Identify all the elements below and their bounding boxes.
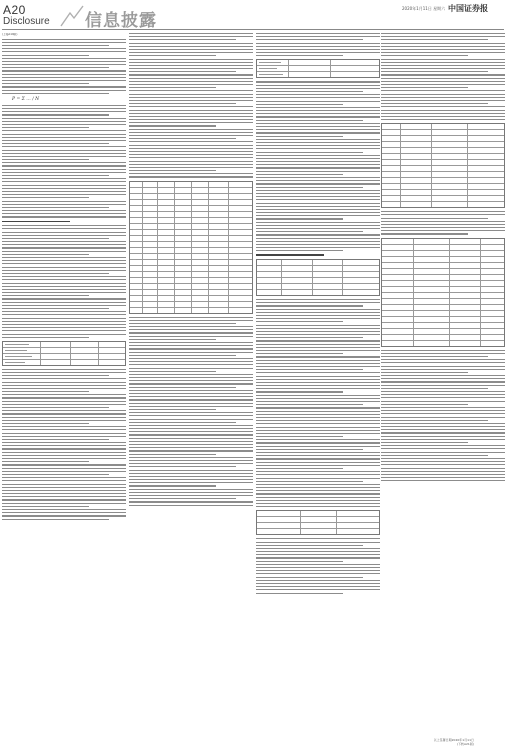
large-data-table bbox=[129, 181, 253, 314]
body-text-block bbox=[381, 211, 505, 234]
body-text-block bbox=[129, 33, 253, 178]
data-table bbox=[381, 123, 505, 208]
data-table bbox=[381, 238, 505, 347]
issue-date: 2020年1月11日 星期六 bbox=[402, 6, 446, 11]
data-table bbox=[256, 510, 380, 535]
body-text-block bbox=[256, 33, 380, 56]
body-text-block bbox=[2, 225, 126, 338]
continuation-note: (上接A19版) bbox=[2, 33, 18, 36]
body-text-block bbox=[2, 369, 126, 520]
section-name-cn: 信息披露 bbox=[85, 11, 157, 31]
data-table bbox=[256, 59, 380, 78]
body-text-block bbox=[129, 317, 253, 506]
body-text-block bbox=[256, 81, 380, 251]
subheading bbox=[2, 221, 70, 223]
formula: P = Σ … / N bbox=[12, 96, 40, 102]
body-text-block bbox=[2, 105, 126, 218]
data-table bbox=[256, 259, 380, 296]
text-column-3 bbox=[256, 33, 380, 738]
footer-note: 以上签署日期2020年1月11日 bbox=[433, 738, 474, 742]
page-header bbox=[0, 0, 506, 30]
body-text-block bbox=[381, 33, 505, 120]
data-table bbox=[2, 341, 126, 366]
continued-note: (下转A21版) bbox=[456, 742, 474, 746]
body-text-block bbox=[256, 538, 380, 593]
text-column-1 bbox=[2, 33, 126, 738]
header-rule bbox=[2, 29, 504, 30]
section-name-en: Disclosure bbox=[3, 16, 50, 27]
subheading bbox=[256, 254, 324, 256]
body-text-block bbox=[381, 350, 505, 482]
body-text-block bbox=[256, 299, 380, 507]
body-text-block bbox=[2, 39, 126, 94]
newspaper-masthead: 中国证券报 bbox=[448, 3, 488, 13]
page-number: A20 bbox=[3, 3, 26, 17]
page-footer bbox=[434, 738, 474, 746]
text-column-4 bbox=[381, 33, 505, 738]
text-column-2 bbox=[129, 33, 253, 738]
divider-slash-icon bbox=[60, 5, 84, 27]
